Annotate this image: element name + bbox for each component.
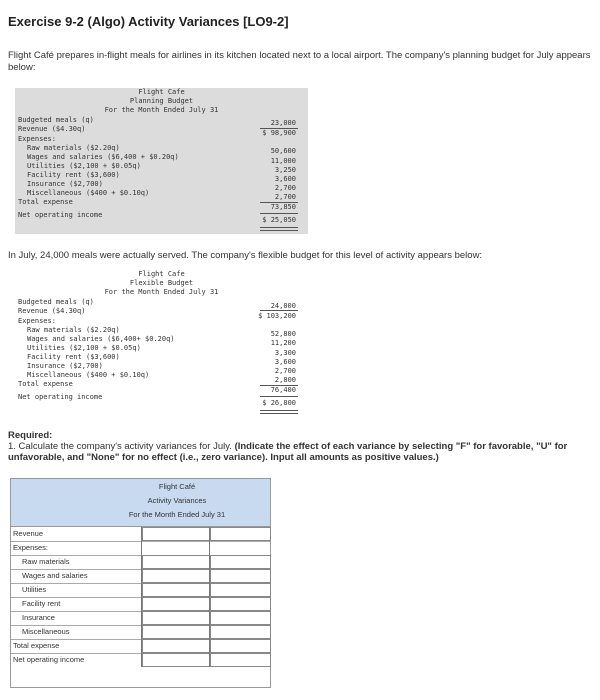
flexible-value-total-expense: 76,400 [270, 386, 296, 394]
planning-label-expenses: Expenses: [18, 135, 56, 143]
variance-label-noi: Net operating income [13, 655, 85, 664]
flexible-label-meals: Budgeted meals (q) [18, 298, 94, 306]
flexible-rule [260, 396, 298, 397]
flexible-label-insurance: Insurance ($2,700) [27, 362, 103, 370]
variance-label-insurance: Insurance [22, 613, 55, 622]
flexible-label-utilities: Utilities ($2,100 + $0.05q) [27, 344, 141, 352]
flexible-label-wages: Wages and salaries ($6,400+ $0.20q) [27, 335, 175, 343]
variance-header-company: Flight Café [158, 482, 196, 491]
planning-value-meals: 23,000 [270, 119, 296, 127]
required-text: 1. Calculate the company's activity variances for July. [8, 441, 232, 452]
variance-row-miscellaneous [11, 625, 270, 640]
insurance-amount-input[interactable] [141, 611, 210, 625]
variance-row-utilities [11, 583, 270, 598]
planning-label-meals: Budgeted meals (q) [18, 116, 94, 124]
utilities-amount-input[interactable] [141, 583, 210, 597]
planning-label-total-expense: Total expense [18, 198, 73, 206]
noi-effect-select[interactable] [209, 653, 271, 667]
variance-row-expenses [11, 541, 270, 556]
page-title: Exercise 9-2 (Algo) Activity Variances [LO9-2] [8, 14, 289, 29]
raw-materials-amount-input[interactable] [141, 555, 210, 569]
planning-value-facility-rent: 3,600 [274, 175, 296, 183]
insurance-effect-select[interactable] [209, 611, 271, 625]
required-heading: Required: [8, 430, 53, 441]
expenses-amount-cell [141, 541, 210, 555]
planning-value-noi: $ 25,050 [262, 216, 296, 224]
revenue-effect-select[interactable] [209, 527, 271, 541]
flexible-label-revenue: Revenue ($4.30q) [18, 307, 86, 315]
planning-rule [260, 213, 298, 214]
variance-table-header [11, 479, 270, 527]
planning-header-period: For the Month Ended July 31 [104, 106, 219, 114]
flexible-value-insurance: 2,700 [274, 367, 296, 375]
flexible-label-facility-rent: Facility rent ($3,600) [27, 353, 120, 361]
planning-label-utilities: Utilities ($2,100 + $0.05q) [27, 162, 141, 170]
variance-label-revenue: Revenue [13, 529, 44, 538]
revenue-amount-input[interactable] [141, 527, 210, 541]
variance-row-raw-materials [11, 555, 270, 570]
planning-value-raw-materials: 50,600 [270, 147, 296, 155]
required-instruction: (Indicate the effect of each variance by selecting "F" for favorable, "U" for unfavorable, and "None" for no effect (i.e., zero variance). Input all amounts as positive values.) [8, 441, 568, 463]
facility-rent-amount-input[interactable] [141, 597, 210, 611]
planning-value-utilities: 3,250 [274, 166, 296, 174]
expenses-effect-cell [209, 541, 271, 555]
planning-label-insurance: Insurance ($2,700) [27, 180, 103, 188]
flexible-rule [260, 310, 298, 311]
planning-label-facility-rent: Facility rent ($3,600) [27, 171, 120, 179]
flexible-label-total-expense: Total expense [18, 380, 73, 388]
planning-label-noi: Net operating income [18, 211, 103, 219]
utilities-effect-select[interactable] [209, 583, 271, 597]
flexible-value-meals: 24,000 [270, 302, 296, 310]
flexible-label-miscellaneous: Miscellaneous ($400 + $0.10q) [27, 371, 150, 379]
total-expense-amount-input[interactable] [141, 639, 210, 653]
variance-row-insurance [11, 611, 270, 626]
planning-value-total-expense: 73,850 [270, 203, 296, 211]
raw-materials-effect-select[interactable] [209, 555, 271, 569]
flexible-value-facility-rent: 3,600 [274, 358, 296, 366]
variance-row-revenue [11, 527, 270, 542]
total-expense-effect-select[interactable] [209, 639, 271, 653]
variance-header-period: For the Month Ended July 31 [128, 510, 226, 519]
flexible-value-wages: 11,200 [270, 339, 296, 347]
flexible-label-expenses: Expenses: [18, 317, 56, 325]
planning-label-miscellaneous: Miscellaneous ($400 + $0.10q) [27, 189, 150, 197]
miscellaneous-amount-input[interactable] [141, 625, 210, 639]
wages-amount-input[interactable] [141, 569, 210, 583]
flexible-label-noi: Net operating income [18, 393, 103, 401]
planning-budget [15, 88, 308, 234]
planning-header-title: Planning Budget [129, 97, 194, 105]
variance-row-wages [11, 569, 270, 584]
flexible-header-company: Flight Cafe [138, 270, 185, 278]
variance-label-wages: Wages and salaries [22, 571, 88, 580]
planning-value-wages: 11,000 [270, 157, 296, 165]
flexible-header-period: For the Month Ended July 31 [104, 288, 219, 296]
variance-label-expenses: Expenses: [13, 543, 49, 552]
flexible-value-noi: $ 26,800 [262, 399, 296, 407]
flexible-header-title: Flexible Budget [129, 279, 194, 287]
planning-label-raw-materials: Raw materials ($2.20q) [27, 144, 120, 152]
variance-row-noi [11, 653, 270, 667]
planning-label-revenue: Revenue ($4.30q) [18, 125, 86, 133]
planning-label-wages: Wages and salaries ($6,400 + $0.20q) [27, 153, 179, 161]
variance-row-total-expense [11, 639, 270, 654]
variance-label-utilities: Utilities [22, 585, 47, 594]
flexible-value-raw-materials: 52,800 [270, 330, 296, 338]
variance-label-facility-rent: Facility rent [22, 599, 61, 608]
planning-double-rule [260, 227, 298, 231]
variance-label-miscellaneous: Miscellaneous [22, 627, 70, 636]
planning-header-company: Flight Cafe [138, 88, 185, 96]
planning-value-revenue: $ 98,900 [262, 129, 296, 137]
flexible-label-raw-materials: Raw materials ($2.20q) [27, 326, 120, 334]
flexible-budget [15, 270, 308, 420]
flexible-value-revenue: $ 103,200 [258, 312, 296, 320]
planning-value-insurance: 2,700 [274, 184, 296, 192]
wages-effect-select[interactable] [209, 569, 271, 583]
planning-value-miscellaneous: 2,700 [274, 193, 296, 201]
variance-label-total-expense: Total expense [13, 641, 60, 650]
required-section [8, 430, 596, 463]
variance-label-raw-materials: Raw materials [22, 557, 70, 566]
flexible-intro: In July, 24,000 meals were actually served. The company's flexible budget for this level of activity appears below: [8, 250, 483, 261]
intro-paragraph: Flight Café prepares in-flight meals for airlines in its kitchen located next to a local airport. The company's planning budget for July appears below: [8, 50, 591, 73]
flexible-value-utilities: 3,300 [274, 349, 296, 357]
variance-row-facility-rent [11, 597, 270, 612]
flexible-double-rule [260, 410, 298, 414]
miscellaneous-effect-select[interactable] [209, 625, 271, 639]
activity-variances-table [10, 478, 271, 688]
flexible-value-miscellaneous: 2,800 [274, 376, 296, 384]
noi-amount-input[interactable] [141, 653, 210, 667]
facility-rent-effect-select[interactable] [209, 597, 271, 611]
variance-header-title: Activity Variances [147, 496, 207, 505]
